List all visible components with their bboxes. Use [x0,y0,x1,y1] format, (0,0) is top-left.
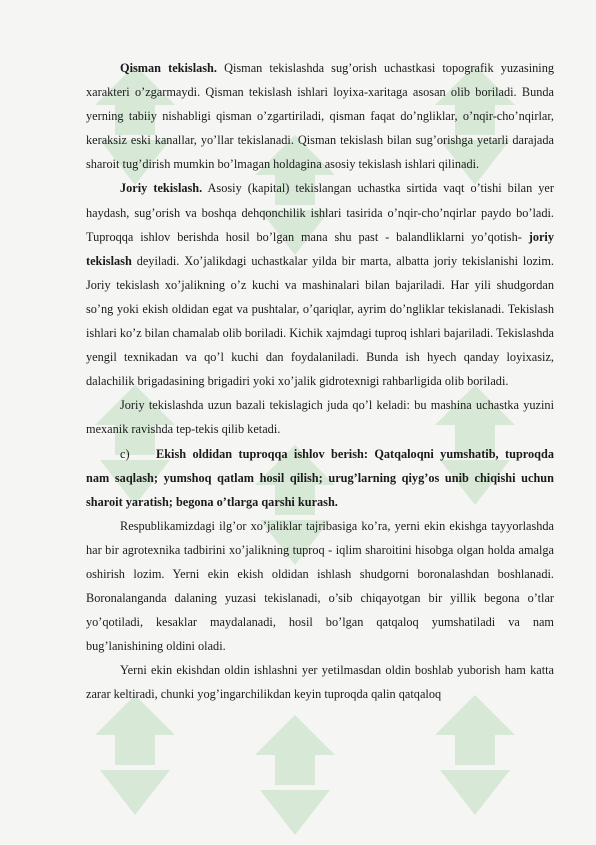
heading-joriy: Joriy tekislash. [120,181,203,196]
heading-ekish: Ekish oldidan tuproqqa ishlov berish: Qatqaloqni yumshatib, tuproqda nam saqlash; yumshoq qatlam hosil qilish; urug’larning qiyg’os unib chiqishi uchun sharoit yaratish; begona o’tlarga qarshi kurash. [86,446,554,509]
heading-qisman: Qisman tekislash. [120,61,217,75]
list-item-c [86,442,554,514]
watermark-logo [250,710,340,840]
text-joriy-a: Asosiy (kapital) tekislangan uchastka sirtida vaqt o’tishi bilan yer haydash, sug’orish va boshqa dehqonchilik ishlari tasirida o’nqir-cho’nqirlar paydo bo’ladi. Tuproqqa ishlov berishda hosil bo’lgan mana shu past - balandliklarni yo’qotish- [86,181,554,244]
watermark-logo [430,690,520,820]
paragraph-yerni: Yerni ekin ekishdan oldin ishlashni yer yetilmasdan oldin boshlab yuborish ham katta zarar keltiradi, chunki yog’ingarchilikdan keyin tuproqda qalin qatqaloq [86,663,554,702]
paragraph-qisman [86,56,554,176]
paragraph-joriy [86,176,554,393]
term-joriy: joriy tekislash [86,229,554,268]
paragraph-respublika: Respublikamizdagi ilg’or xo’jaliklar tajribasiga ko’ra, yerni ekin ekishga tayyorlashda har bir agrotexnika tadbirini xo’jalikning tuproq - iqlim sharoitini hisobga olgan holda amalga oshirish lozim. Yerni ekin ekish oldidan ishlash shudgorni boronalashdan boshlanadi. Boronalanganda dalaning yuzasi tekislanadi, o’sib chiqayotgan bir yillik begona o’tlar yo’qotiladi, kesaklar maydalanadi, hosil bo’lgan qatqaloq yumshatiladi va nam bug’lanishining oldini oladi. [86,518,554,654]
paragraph-tekislagich: Joriy tekislashda uzun bazali tekislagich juda qo’l keladi: bu mashina uchastka yuzini mexanik ravishda tep-tekis qilib ketadi. [86,398,554,437]
document-body [86,56,554,707]
text-qisman: Qisman tekislashda sug’orish uchastkasi topografik yuzasining xarakteri o’zgarmaydi. Qisman tekislash ishlari loyixa-xaritaga asosan olib boriladi. Bunda yerning tabiiy nishabligi qisman o’zgartiriladi, qisman faqat do’ngliklar, o’nqir-cho’nqirlar, keraksiz eski kanallar, yo’llar tekislanadi. Qisman tekislash bilan sug’orishga yetarli darajada sharoit tug’dirish mumkin bo’lmagan holdagina asosiy tekislash ishlari qilinadi. [86,61,554,172]
watermark-logo [90,690,180,820]
text-joriy-b: deyiladi. Xo’jalikdagi uchastkalar yilda bir marta, albatta joriy tekislanishi lozim. Joriy tekislash xo’jalikning o’z kuchi va mashinalari bilan bajariladi. Har yili shudgordan so’ng yoki ekish oldidan egat va pushtalar, o’qariqlar, ayrim do’ngliklar tekislanadi. Tekislash ishlari ko’z bilan chamalab olib boriladi. Kichik xajmdagi tuproq ishlari bajariladi. Tekislashda yengil texnikadan va qo’l kuchi dan foydalaniladi. Bunda ish hyech qanday loyixasiz, dalachilik brigadasining brigadiri yoki xo’jalik gidrotexnigi rahbarligida olib boriladi. [86,253,554,389]
list-marker: c) [120,446,130,461]
